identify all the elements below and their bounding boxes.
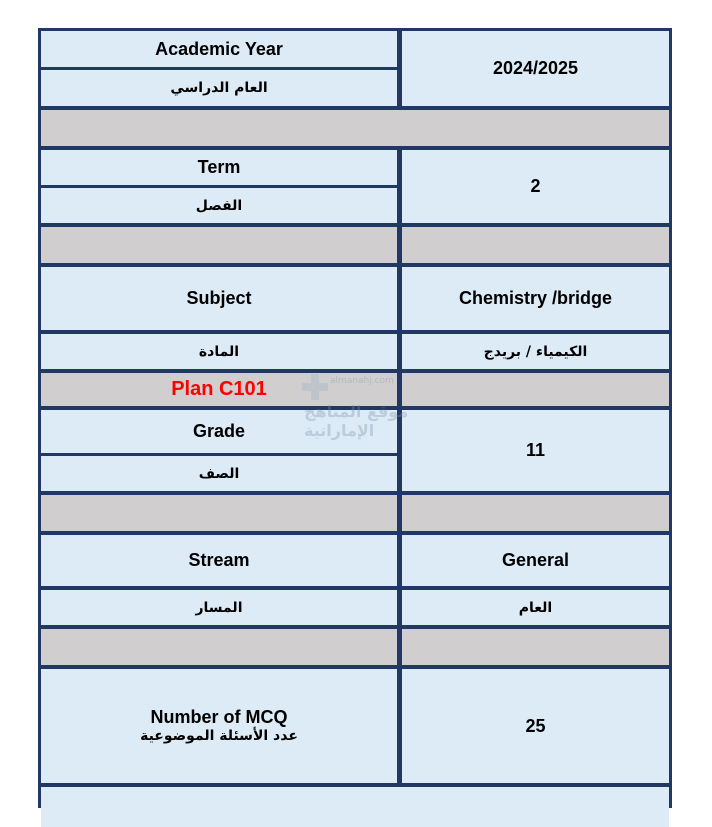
grade-label-ar: الصف	[41, 456, 397, 491]
academic-year-label-ar: العام الدراسي	[41, 70, 397, 106]
term-value: 2	[402, 150, 669, 223]
grade-value: 11	[402, 410, 669, 491]
spacer-row	[41, 110, 669, 146]
spacer-cell-left	[41, 495, 397, 531]
watermark-url: almanahj.com	[330, 376, 394, 386]
mcq-label	[41, 669, 397, 783]
spacer-cell-right	[402, 227, 669, 263]
stream-label-en: Stream	[41, 535, 397, 586]
spacer-cell-left	[41, 227, 397, 263]
plan-code: Plan C101	[41, 373, 397, 406]
grade-label-en: Grade	[41, 410, 397, 453]
stream-label-ar: المسار	[41, 590, 397, 625]
term-label-en: Term	[41, 150, 397, 185]
subject-label-ar: المادة	[41, 334, 397, 369]
subject-label-en: Subject	[41, 267, 397, 330]
watermark-name: موقع المناهج الإماراتية	[304, 402, 409, 440]
spacer-cell-right	[402, 629, 669, 665]
stream-value-en: General	[402, 535, 669, 586]
exam-info-table	[38, 28, 672, 808]
spacer-cell-right	[402, 373, 669, 406]
academic-year-label-en: Academic Year	[41, 31, 397, 67]
subject-value-en: Chemistry /bridge	[402, 267, 669, 330]
stream-value-ar: العام	[402, 590, 669, 625]
mcq-label-en: Number of MCQ	[150, 706, 288, 727]
mcq-label-ar: عدد الأسئلة الموضوعية	[140, 728, 298, 745]
spacer-cell-left	[41, 629, 397, 665]
term-label-ar: الفصل	[41, 188, 397, 223]
academic-year-value: 2024/2025	[402, 31, 669, 106]
subject-value-ar: الكيمياء / بريدج	[402, 334, 669, 369]
spacer-cell-right	[402, 495, 669, 531]
mcq-value: 25	[402, 669, 669, 783]
bottom-row	[41, 787, 669, 827]
